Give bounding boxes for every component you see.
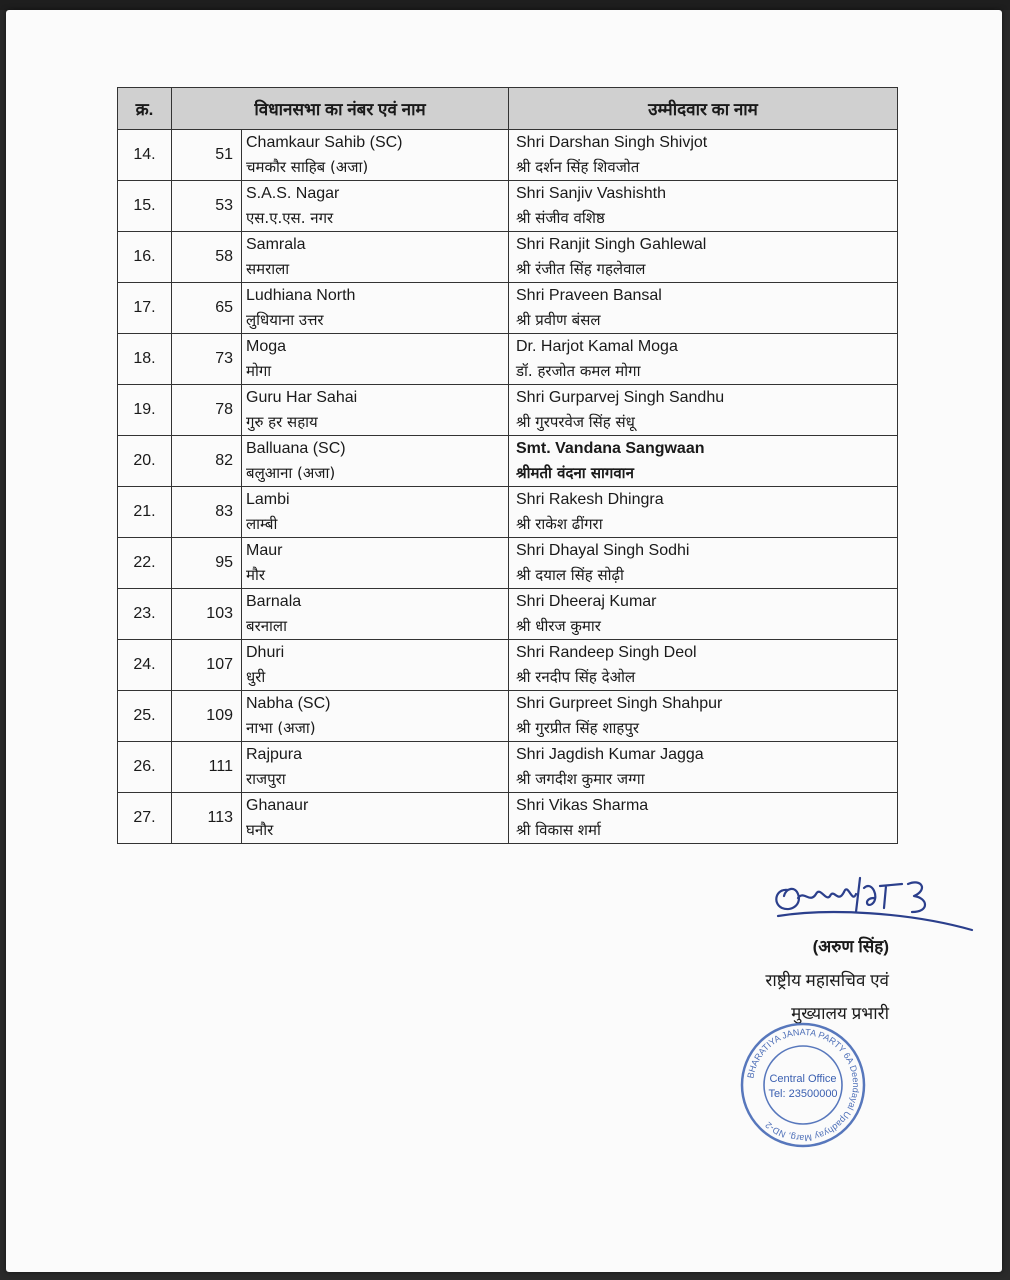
constituency-name-cell — [242, 793, 509, 844]
signatory-name: (अरुण सिंह) — [812, 937, 889, 956]
constituency-number-cell — [172, 640, 242, 691]
serial-number-cell — [118, 487, 172, 538]
serial-number-cell — [118, 334, 172, 385]
seal-outer-text: BHARATIYA JANATA PARTY 6A Deendayal Upadhyay Marg, ND-2 — [745, 1026, 862, 1144]
constituency-name-cell — [242, 385, 509, 436]
constituency-name-cell-con-en: Ludhiana North — [246, 287, 356, 304]
serial-number-cell — [118, 538, 172, 589]
constituency-number-cell-num: 58 — [215, 248, 233, 265]
table-row — [118, 742, 898, 793]
candidate-name-cell-cand-en: Shri Ranjit Singh Gahlewal — [516, 236, 707, 253]
constituency-name-cell-con-hi: गुरु हर सहाय — [246, 413, 318, 431]
window-top-strip — [0, 0, 1010, 10]
candidate-name-cell-cand-hi: श्री गुरप्रीत सिंह शाहपुर — [516, 719, 640, 737]
serial-number-cell-sn: 25. — [133, 707, 156, 724]
constituency-name-cell — [242, 742, 509, 793]
table-row — [118, 538, 898, 589]
constituency-number-cell — [172, 283, 242, 334]
serial-number-cell — [118, 742, 172, 793]
candidate-name-cell-cand-hi: श्री संजीव वशिष्ठ — [516, 209, 605, 227]
constituency-name-cell — [242, 640, 509, 691]
candidate-name-cell — [509, 283, 898, 334]
table-header-row — [118, 88, 898, 130]
serial-number-cell — [118, 130, 172, 181]
candidate-name-cell-cand-hi: श्री दयाल सिंह सोढ़ी — [516, 566, 624, 584]
constituency-number-cell — [172, 742, 242, 793]
constituency-name-cell-con-en: Moga — [246, 338, 287, 355]
candidate-name-cell-cand-en: Dr. Harjot Kamal Moga — [516, 338, 678, 355]
constituency-name-cell-con-en: Guru Har Sahai — [246, 389, 358, 406]
serial-number-cell-sn: 17. — [133, 299, 156, 316]
candidate-name-cell-cand-en: Shri Sanjiv Vashishth — [516, 185, 666, 202]
designation-line-1: राष्ट्रीय महासचिव एवं — [765, 971, 889, 990]
candidate-name-cell-cand-hi: श्री जगदीश कुमार जग्गा — [516, 770, 645, 788]
constituency-number-cell — [172, 385, 242, 436]
constituency-name-cell-con-en: Barnala — [246, 593, 302, 610]
candidate-name-cell-cand-hi: श्री रनदीप सिंह देओल — [516, 668, 636, 686]
candidate-name-cell-cand-en: Shri Gurparvej Singh Sandhu — [516, 389, 725, 406]
constituency-name-cell-con-en: Ghanaur — [246, 797, 309, 814]
serial-number-cell — [118, 283, 172, 334]
candidate-name-cell-cand-hi: श्री धीरज कुमार — [516, 617, 601, 635]
table-body — [118, 130, 898, 844]
candidate-name-cell-cand-en: Shri Rakesh Dhingra — [516, 491, 664, 508]
designation-line-2: मुख्यालय प्रभारी — [791, 1004, 889, 1023]
serial-number-cell — [118, 385, 172, 436]
constituency-number-cell-num: 51 — [215, 146, 233, 163]
constituency-name-cell-con-hi: चमकौर साहिब (अजा) — [246, 158, 369, 176]
constituency-number-cell — [172, 232, 242, 283]
constituency-number-cell-num: 83 — [215, 503, 233, 520]
candidate-name-cell — [509, 385, 898, 436]
constituency-number-cell-num: 73 — [215, 350, 233, 367]
constituency-number-cell — [172, 130, 242, 181]
serial-number-cell — [118, 232, 172, 283]
constituency-number-cell — [172, 487, 242, 538]
constituency-name-cell-con-en: Nabha (SC) — [246, 695, 331, 712]
serial-number-cell — [118, 436, 172, 487]
constituency-name-cell-con-hi: धुरी — [246, 668, 266, 686]
candidate-name-cell — [509, 538, 898, 589]
header-constituency: विधानसभा का नंबर एवं नाम — [172, 88, 509, 130]
table-row — [118, 181, 898, 232]
candidate-name-cell — [509, 640, 898, 691]
serial-number-cell — [118, 691, 172, 742]
constituency-name-cell-con-en: Maur — [246, 542, 283, 559]
constituency-name-cell-con-hi: मोगा — [246, 362, 272, 380]
serial-number-cell-sn: 15. — [133, 197, 156, 214]
serial-number-cell — [118, 793, 172, 844]
header-serial: क्र. — [118, 88, 172, 130]
constituency-number-cell-num: 111 — [208, 758, 233, 775]
serial-number-cell-sn: 24. — [133, 656, 156, 673]
candidate-name-cell-cand-en: Shri Dhayal Singh Sodhi — [516, 542, 690, 559]
table-row — [118, 334, 898, 385]
candidate-table — [117, 87, 898, 844]
constituency-name-cell — [242, 181, 509, 232]
table-row — [118, 793, 898, 844]
candidate-name-cell — [509, 181, 898, 232]
serial-number-cell-sn: 19. — [133, 401, 156, 418]
serial-number-cell-sn: 18. — [133, 350, 156, 367]
constituency-name-cell — [242, 283, 509, 334]
candidate-name-cell-cand-en: Smt. Vandana Sangwaan — [516, 440, 705, 457]
serial-number-cell — [118, 589, 172, 640]
candidate-name-cell-cand-hi: श्री विकास शर्मा — [516, 821, 601, 839]
serial-number-cell-sn: 26. — [133, 758, 156, 775]
constituency-name-cell-con-en: Samrala — [246, 236, 306, 253]
candidate-name-cell-cand-en: Shri Jagdish Kumar Jagga — [516, 746, 704, 763]
constituency-number-cell-num: 82 — [215, 452, 233, 469]
candidate-name-cell — [509, 487, 898, 538]
constituency-number-cell-num: 109 — [206, 707, 233, 724]
candidate-name-cell-cand-hi: श्री राकेश ढींगरा — [516, 515, 603, 533]
constituency-name-cell-con-hi: लुधियाना उत्तर — [246, 311, 324, 329]
candidate-name-cell — [509, 334, 898, 385]
table-row — [118, 691, 898, 742]
constituency-number-cell — [172, 589, 242, 640]
signature-image — [768, 868, 978, 938]
constituency-number-cell-num: 78 — [215, 401, 233, 418]
candidate-name-cell — [509, 589, 898, 640]
constituency-name-cell — [242, 130, 509, 181]
constituency-name-cell-con-hi: नाभा (अजा) — [246, 719, 316, 737]
candidate-name-cell-cand-hi: श्री गुरपरवेज सिंह संधू — [516, 413, 635, 431]
constituency-name-cell-con-en: S.A.S. Nagar — [246, 185, 340, 202]
constituency-number-cell-num: 113 — [207, 809, 233, 826]
constituency-name-cell-con-hi: एस.ए.एस. नगर — [246, 209, 334, 227]
table-row — [118, 640, 898, 691]
candidate-name-cell — [509, 130, 898, 181]
constituency-name-cell — [242, 436, 509, 487]
seal-line-2: Tel: 23500000 — [768, 1088, 838, 1100]
table-row — [118, 283, 898, 334]
candidate-name-cell-cand-hi: श्री रंजीत सिंह गहलेवाल — [516, 260, 646, 278]
serial-number-cell-sn: 14. — [133, 146, 156, 163]
constituency-name-cell-con-hi: राजपुरा — [246, 770, 286, 788]
serial-number-cell-sn: 22. — [133, 554, 156, 571]
serial-number-cell-sn: 23. — [133, 605, 156, 622]
candidate-name-cell-cand-hi: डॉ. हरजोत कमल मोगा — [516, 362, 641, 380]
candidate-name-cell-cand-en: Shri Dheeraj Kumar — [516, 593, 657, 610]
constituency-name-cell — [242, 538, 509, 589]
constituency-number-cell-num: 95 — [215, 554, 233, 571]
constituency-name-cell-con-en: Lambi — [246, 491, 290, 508]
header-candidate: उम्मीदवार का नाम — [509, 88, 898, 130]
party-seal-stamp — [738, 1020, 868, 1150]
constituency-name-cell-con-en: Dhuri — [246, 644, 285, 661]
constituency-name-cell-con-en: Rajpura — [246, 746, 303, 763]
constituency-number-cell — [172, 436, 242, 487]
candidate-name-cell — [509, 232, 898, 283]
table-row — [118, 130, 898, 181]
constituency-number-cell — [172, 334, 242, 385]
constituency-name-cell-con-en: Balluana (SC) — [246, 440, 346, 457]
table-row — [118, 589, 898, 640]
table-row — [118, 385, 898, 436]
constituency-name-cell — [242, 589, 509, 640]
svg-text:BHARATIYA JANATA PARTY 6A Deen — [745, 1027, 861, 1143]
constituency-number-cell — [172, 793, 242, 844]
constituency-name-cell — [242, 232, 509, 283]
constituency-name-cell-con-en: Chamkaur Sahib (SC) — [246, 134, 403, 151]
candidate-name-cell-cand-hi: श्रीमती वंदना सागवान — [516, 464, 634, 482]
candidate-name-cell-cand-en: Shri Darshan Singh Shivjot — [516, 134, 708, 151]
seal-line-1: Central Office — [769, 1073, 837, 1085]
constituency-name-cell — [242, 487, 509, 538]
candidate-name-cell — [509, 742, 898, 793]
constituency-name-cell-con-hi: लाम्बी — [246, 515, 278, 533]
constituency-name-cell-con-hi: बलुआना (अजा) — [246, 464, 336, 482]
candidate-name-cell-cand-en: Shri Gurpreet Singh Shahpur — [516, 695, 723, 712]
constituency-name-cell-con-hi: समराला — [246, 260, 290, 278]
serial-number-cell-sn: 16. — [133, 248, 156, 265]
table-row — [118, 436, 898, 487]
constituency-number-cell-num: 107 — [206, 656, 233, 673]
candidate-name-cell-cand-en: Shri Randeep Singh Deol — [516, 644, 697, 661]
candidate-name-cell-cand-en: Shri Praveen Bansal — [516, 287, 662, 304]
table-row — [118, 487, 898, 538]
constituency-number-cell — [172, 181, 242, 232]
serial-number-cell-sn: 27. — [133, 809, 156, 826]
constituency-name-cell-con-hi: बरनाला — [246, 617, 287, 635]
constituency-number-cell — [172, 538, 242, 589]
candidate-name-cell-cand-hi: श्री दर्शन सिंह शिवजोत — [516, 158, 640, 176]
constituency-name-cell — [242, 334, 509, 385]
constituency-name-cell-con-hi: मौर — [246, 566, 265, 584]
candidate-name-cell — [509, 793, 898, 844]
serial-number-cell-sn: 21. — [133, 503, 156, 520]
constituency-name-cell-con-hi: घनौर — [246, 821, 274, 839]
candidate-name-cell — [509, 436, 898, 487]
constituency-number-cell — [172, 691, 242, 742]
constituency-number-cell-num: 65 — [215, 299, 233, 316]
constituency-number-cell-num: 103 — [206, 605, 233, 622]
candidate-name-cell-cand-hi: श्री प्रवीण बंसल — [516, 311, 601, 329]
constituency-name-cell — [242, 691, 509, 742]
serial-number-cell — [118, 181, 172, 232]
serial-number-cell — [118, 640, 172, 691]
candidate-name-cell-cand-en: Shri Vikas Sharma — [516, 797, 649, 814]
table-row — [118, 232, 898, 283]
constituency-number-cell-num: 53 — [215, 197, 233, 214]
candidate-name-cell — [509, 691, 898, 742]
serial-number-cell-sn: 20. — [133, 452, 156, 469]
